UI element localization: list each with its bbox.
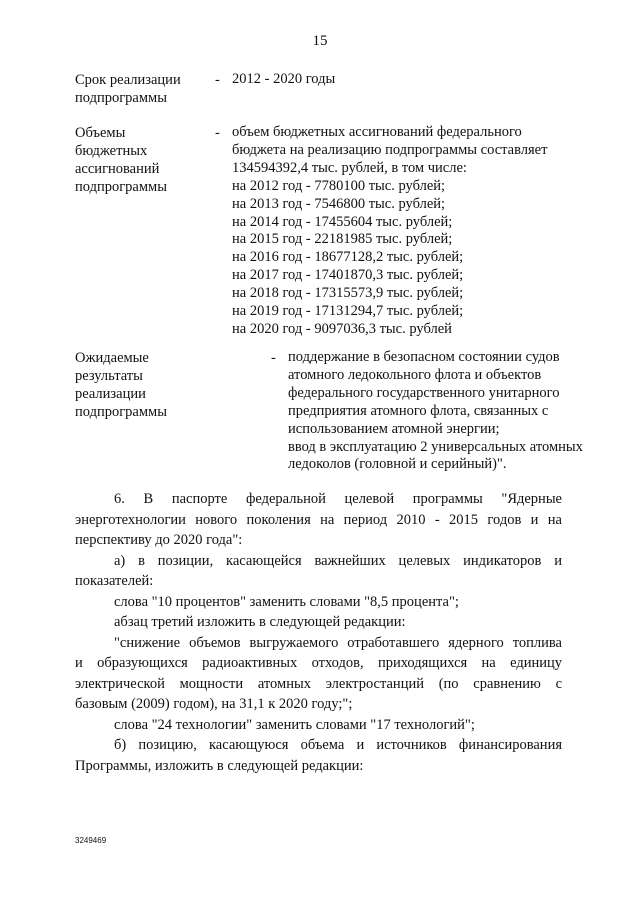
label-line: реализации (75, 386, 146, 402)
label-line: подпрограммы (75, 404, 167, 420)
body-line: энерготехнологии нового поколения на период 2010 - 2015 годов и на (75, 511, 562, 528)
text-line: на 2016 год - 18677128,2 тыс. рублей; (232, 249, 464, 266)
text-line: 2012 - 2020 годы (232, 71, 336, 87)
text-line: ввод в эксплуатацию 2 универсальных атомных (288, 438, 583, 455)
label-line: подпрограммы (75, 90, 167, 106)
document-code: 3249469 (75, 836, 107, 845)
text-line: бюджета на реализацию подпрограммы составляет (232, 141, 548, 158)
text-line: на 2013 год - 7546800 тыс. рублей; (232, 195, 446, 212)
text-line: на 2018 год - 17315573,9 тыс. рублей; (232, 285, 464, 302)
text-line: поддержание в безопасном состоянии судов (288, 349, 560, 365)
text-line: предприятия атомного флота, связанных с (288, 402, 549, 419)
passport-row-text (232, 71, 335, 89)
label-line: ассигнований (75, 161, 160, 177)
body-line: "снижение объемов выгружаемого отработавшего ядерного топлива (114, 634, 562, 651)
dash: - (215, 72, 220, 88)
text-line: на 2012 год - 7780100 тыс. рублей; (232, 177, 446, 194)
label-line: результаты (75, 368, 143, 384)
passport-row-label (75, 124, 205, 196)
text-line: ледоколов (головной и серийный)". (288, 456, 507, 473)
dash: - (215, 125, 220, 141)
body-line: слова "10 процентов" заменить словами "8,5 процента"; (114, 593, 459, 610)
body-line: б) позицию, касающуюся объема и источников финансирования (114, 737, 562, 753)
label-line: Ожидаемые (75, 350, 149, 366)
text-line: на 2020 год - 9097036,3 тыс. рублей (232, 320, 452, 337)
label-line: Срок реализации (75, 72, 181, 88)
body-line: слова "24 технологии" заменить словами "17 технологий"; (114, 716, 475, 733)
page-number: 15 (312, 33, 328, 49)
text-line: 134594392,4 тыс. рублей, в том числе: (232, 159, 467, 176)
text-line: использованием атомной энергии; (288, 420, 500, 437)
body-line: базовым (2009) годом), на 31,1 к 2020 году;"; (75, 696, 353, 712)
text-line: объем бюджетных ассигнований федерального (232, 124, 522, 140)
passport-row-label (75, 349, 205, 421)
label-line: Объемы (75, 125, 126, 141)
text-line: федерального государственного унитарного (288, 384, 560, 401)
body-line: 6. В паспорте федеральной целевой программы "Ядерные (114, 491, 562, 507)
body-line: перспективу до 2020 года": (75, 532, 243, 548)
body-line: Программы, изложить в следующей редакции: (75, 757, 364, 774)
body-line: и образующихся радиоактивных отходов, приходящихся на единицу (75, 655, 562, 671)
label-line: бюджетных (75, 143, 148, 159)
body-text (75, 489, 562, 776)
body-line: а) в позиции, касающейся важнейших целевых индикаторов и (114, 552, 562, 569)
passport-row-text (232, 124, 547, 339)
passport-row-label (75, 71, 205, 107)
text-line: на 2017 год - 17401870,3 тыс. рублей; (232, 267, 464, 284)
text-line: атомного ледокольного флота и объектов (288, 366, 542, 383)
text-line: на 2015 год - 22181985 тыс. рублей; (232, 231, 453, 248)
body-line: показателей: (75, 573, 154, 589)
text-line: на 2019 год - 17131294,7 тыс. рублей; (232, 303, 464, 320)
body-line: абзац третий изложить в следующей редакции: (114, 614, 406, 630)
label-line: подпрограммы (75, 179, 167, 195)
text-line: на 2014 год - 17455604 тыс. рублей; (232, 213, 453, 230)
passport-row-text (288, 349, 583, 474)
body-line: электрической мощности атомных электростанций (по сравнению с (75, 675, 562, 692)
dash: - (271, 350, 276, 366)
